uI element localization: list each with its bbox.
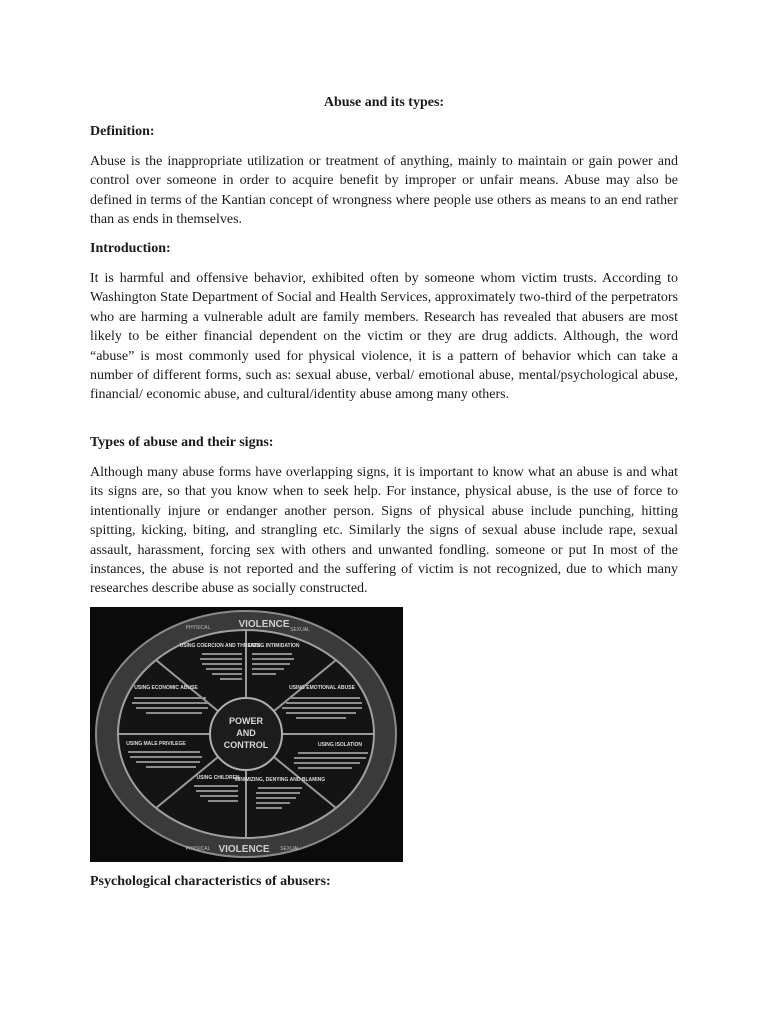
hub-label-line1: POWER <box>228 716 264 726</box>
hub-label-line3: CONTROL <box>223 740 269 750</box>
segment-privilege-title: USING MALE PRIVILEGE <box>126 741 186 747</box>
segment-emotional-title: USING EMOTIONAL ABUSE <box>289 685 355 691</box>
segment-economic-title: USING ECONOMIC ABUSE <box>134 685 198 691</box>
segment-intimidation-title: USING INTIMIDATION <box>248 643 300 649</box>
sexual-top-label: SEXUAL <box>290 627 310 633</box>
types-paragraph: Although many abuse forms have overlapping signs, it is important to know what an abuse is and what its signs are, so that you know when to seek help. For instance, physical abuse, is the use of force to intentionally injure or endanger another person. Signs of physical abuse include punching, hitting spitting, kicking, biting, and strangling etc. Similarly the signs of sexual abuse include rape, sexual assault, harassment, forcing sex with others and unwanted fondling. someone or put In most of the instances, the abuse is not reported and the suffering of victim is not recognized, due to which many researches describe abuse as socially constructed. <box>90 465 678 597</box>
hub-label-line2: AND <box>236 728 256 738</box>
segment-coercion-title: USING COERCION AND THREATS <box>179 643 261 649</box>
physical-bottom-label: PHYSICAL <box>185 846 211 852</box>
definition-heading: Definition: <box>90 124 155 139</box>
physical-top-label: PHYSICAL <box>185 625 211 631</box>
segment-children-title: USING CHILDREN <box>196 775 240 781</box>
psychological-heading: Psychological characteristics of abusers: <box>90 874 331 889</box>
sexual-bottom-label: SEXUAL <box>280 846 300 852</box>
definition-paragraph: Abuse is the inappropriate utilization or treatment of anything, mainly to maintain or gain power and control over someone in order to acquire benefit by improper or unfair means. Abuse may also be defined in terms of the Kantian concept of wrongness where people use others as means to an end rather than as ends in themselves. <box>90 154 678 228</box>
introduction-paragraph: It is harmful and offensive behavior, exhibited often by someone whom victim trusts. According to Washington State Department of Social and Health Services, approximately two-third of the perpetrators who are harming a vulnerable adult are family members. Research has revealed that abusers are most likely to be either financial dependent on the victim or they are drug addicts. Although, the word “abuse” is most commonly used for physical violence, it is a pattern of behavior which can take a number of different forms, such as: sexual abuse, verbal/ emotional abuse, mental/psychological abuse, financial/ economic abuse, and cultural/identity abuse among many others. <box>90 271 678 403</box>
types-heading: Types of abuse and their signs: <box>90 435 274 450</box>
power-control-wheel-figure <box>90 607 403 862</box>
segment-minimizing-title: MINIMIZING, DENYING AND BLAMING <box>234 777 326 783</box>
document-title: Abuse and its types: <box>323 95 445 110</box>
introduction-heading: Introduction: <box>90 241 171 256</box>
violence-bottom-label: VIOLENCE <box>218 844 270 855</box>
segment-isolation-title: USING ISOLATION <box>317 742 363 748</box>
power-control-wheel <box>90 607 403 862</box>
violence-top-label: VIOLENCE <box>238 619 290 630</box>
